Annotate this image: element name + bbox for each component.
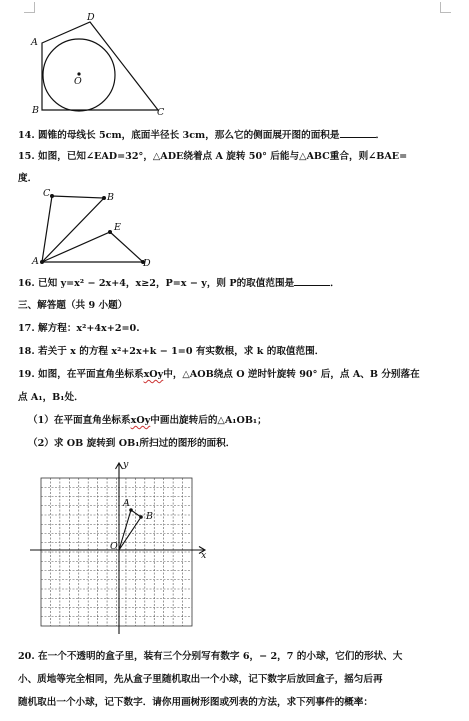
label-b: B: [107, 192, 114, 203]
q17-text: 解方程：x²+4x+2=0.: [38, 323, 140, 334]
label-c: C: [157, 107, 165, 118]
q19-number: 19.: [18, 369, 35, 380]
q20-text-line1: 在一个不透明的盒子里，装有三个分别写有数字 6，− 2，7 的小球，它们的形状、大: [38, 651, 403, 662]
q14-text: 圆锥的母线长 5cm，底面半径长 3cm，那么它的侧面展开图的面积是: [38, 130, 340, 141]
q15-number: 15.: [18, 151, 35, 162]
label-d: D: [87, 12, 95, 23]
question-19-part2: （2）求 OB 旋转到 OB₁所扫过的图形的面积．: [28, 438, 236, 449]
label-y-axis: y: [123, 459, 129, 470]
q20-number: 20.: [18, 651, 35, 662]
q14-number: 14.: [18, 130, 35, 141]
q19-text-b: 中，△AOB绕点 O 逆时针旋转 90° 后，点 A、B 分别落在: [163, 369, 420, 380]
grid-lines: [41, 478, 192, 626]
q18-text: 若关于 x 的方程 x²+2x+k − 1=0 有实数根，求 k 的取值范围．: [38, 346, 325, 357]
q16-number: 16.: [18, 278, 35, 289]
question-20-line2: 小、质地等完全相同，先从盒子里随机取出一个小球，记下数字后放回盒子，摇匀后再: [18, 674, 383, 685]
q17-number: 17.: [18, 323, 35, 334]
section-3-heading: 三、解答题（共 9 小题）: [18, 300, 128, 311]
q14-end: ．: [375, 130, 386, 141]
label-o: O: [110, 541, 118, 552]
q16-text: 已知 y=x² − 2x+4，x≥2，P=x − y，则 P的取值范围是: [38, 278, 295, 289]
label-a: A: [123, 498, 130, 509]
q19-term-xoy: xOy: [143, 369, 164, 380]
q19-part1-term-xoy: xOy: [130, 415, 151, 426]
label-d: D: [143, 258, 151, 269]
label-o: O: [74, 76, 82, 87]
label-c: C: [43, 188, 51, 199]
question-20-line3: 随机取出一个小球，记下数字．请你用画树形图或列表的方法，求下列事件的概率：: [18, 697, 373, 708]
q16-end: ．: [330, 278, 340, 289]
label-b: B: [32, 105, 39, 116]
label-e: E: [114, 222, 121, 233]
q19-part1-a: （1）在平面直角坐标系: [28, 415, 131, 426]
question-20-line1: [18, 650, 458, 663]
q15-text-line1: 如图，已知∠EAD=32°，△ADE绕着点 A 旋转 50° 后能与△ABC重合，则∠BAE=: [38, 151, 408, 162]
q18-number: 18.: [18, 346, 35, 357]
q15-text-line2: 度．: [18, 173, 38, 184]
label-x-axis: x: [201, 550, 207, 561]
label-a: A: [32, 256, 39, 267]
q19-part1-b: 中画出旋转后的△A₁OB₁；: [150, 415, 267, 426]
label-a: A: [31, 37, 38, 48]
question-19-line2: 点 A₁，B₁处．: [18, 392, 84, 403]
q19-text-a: 如图，在平面直角坐标系: [38, 369, 144, 380]
triangle-aob: [119, 510, 141, 550]
label-b: B: [146, 511, 153, 522]
